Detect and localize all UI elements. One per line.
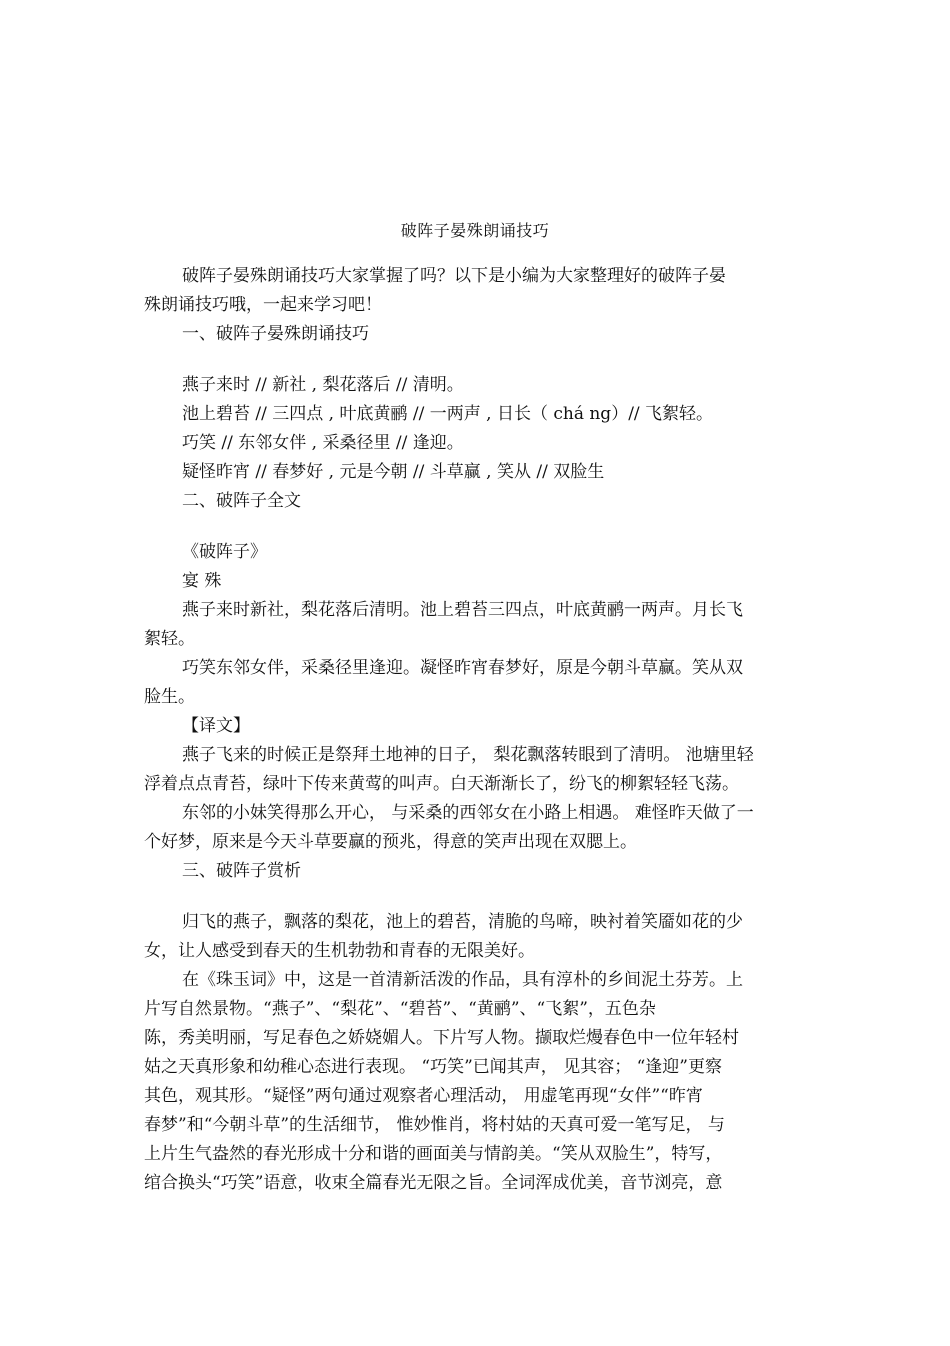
poem-line: 脸生。 — [144, 687, 195, 707]
poem-line: 巧笑东邻女伴，采桑径里逢迎。凝怪昨宵春梦好，原是今朝斗草赢。笑从双 — [182, 658, 743, 678]
poem-line: 燕子来时新社，梨花落后清明。池上碧苔三四点，叶底黄鹂一两声。月长飞 — [182, 600, 743, 620]
analysis-line: 片写自然景物。“燕子”、“梨花”、“碧苔”、“黄鹂”、“飞絮”，五色杂 — [144, 999, 656, 1019]
translation-line: 个好梦，原来是今天斗草要赢的预兆，得意的笑声出现在双腮上。 — [144, 832, 637, 852]
intro-line: 破阵子晏殊朗诵技巧大家掌握了吗？以下是小编为大家整理好的破阵子晏 — [182, 266, 726, 286]
analysis-line: 在《珠玉词》中，这是一首清新活泼的作品，具有淳朴的乡间泥土芬芳。上 — [182, 970, 743, 990]
recitation-line: 疑怪昨宵 // 春梦好 , 元是今朝 // 斗草赢 , 笑从 // 双脸生 — [182, 462, 605, 482]
poem-title: 《破阵子》 — [182, 542, 267, 562]
poem-line: 絮轻。 — [144, 629, 195, 649]
recitation-line: 巧笑 // 东邻女伴 , 采桑径里 // 逢迎。 — [182, 433, 464, 453]
analysis-line: 姑之天真形象和幼稚心态进行表现。 “巧笑”已闻其声， 见其容； “逢迎”更察 — [144, 1057, 722, 1077]
spacer — [144, 349, 812, 371]
analysis-line: 绾合换头“巧笑”语意，收束全篇春光无限之旨。全词浑成优美，音节浏亮，意 — [144, 1173, 723, 1193]
analysis-line: 女，让人感受到春天的生机勃勃和青春的无限美好。 — [144, 941, 535, 961]
analysis-line: 其色，观其形。“疑怪”两句通过观察者心理活动， 用虚笔再现“女伴”“昨宵 — [144, 1086, 703, 1106]
document-body — [144, 262, 812, 1198]
analysis-line: 春梦”和“今朝斗草”的生活细节， 惟妙惟肖，将村姑的天真可爱一笔写足， 与 — [144, 1115, 725, 1135]
spacer — [144, 516, 812, 538]
analysis-line: 上片生气盎然的春光形成十分和谐的画面美与情韵美。“笑从双脸生”，特写， — [144, 1144, 723, 1164]
translation-line: 燕子飞来的时候正是祭拜土地神的日子， 梨花飘落转眼到了清明。 池塘里轻 — [182, 745, 754, 765]
poem-author: 宴 殊 — [182, 571, 222, 591]
recitation-line: 池上碧苔 // 三四点 , 叶底黄鹂 // 一两声 , 日长（ chá ng）// 飞絮轻。 — [182, 404, 714, 424]
translation-line: 浮着点点青苔，绿叶下传来黄莺的叫声。白天渐渐长了，纷飞的柳絮轻轻飞荡。 — [144, 774, 739, 794]
translation-line: 东邻的小妹笑得那么开心， 与采桑的西邻女在小路上相遇。 难怪昨天做了一 — [182, 803, 754, 823]
spacer — [144, 886, 812, 908]
intro-line: 殊朗诵技巧哦，一起来学习吧！ — [144, 295, 382, 315]
section-heading: 一、破阵子晏殊朗诵技巧 — [182, 324, 369, 344]
recitation-line: 燕子来时 // 新社 , 梨花落后 // 清明。 — [182, 375, 464, 395]
document-title: 破阵子晏殊朗诵技巧 — [400, 221, 550, 240]
analysis-line: 陈，秀美明丽，写足春色之娇娆媚人。下片写人物。撷取烂熳春色中一位年轻村 — [144, 1028, 739, 1048]
section-heading: 二、破阵子全文 — [182, 491, 301, 511]
translation-label: 【译文】 — [182, 716, 250, 736]
analysis-line: 归飞的燕子，飘落的梨花，池上的碧苔，清脆的鸟啼，映衬着笑靥如花的少 — [182, 912, 743, 932]
section-heading: 三、破阵子赏析 — [182, 861, 301, 881]
